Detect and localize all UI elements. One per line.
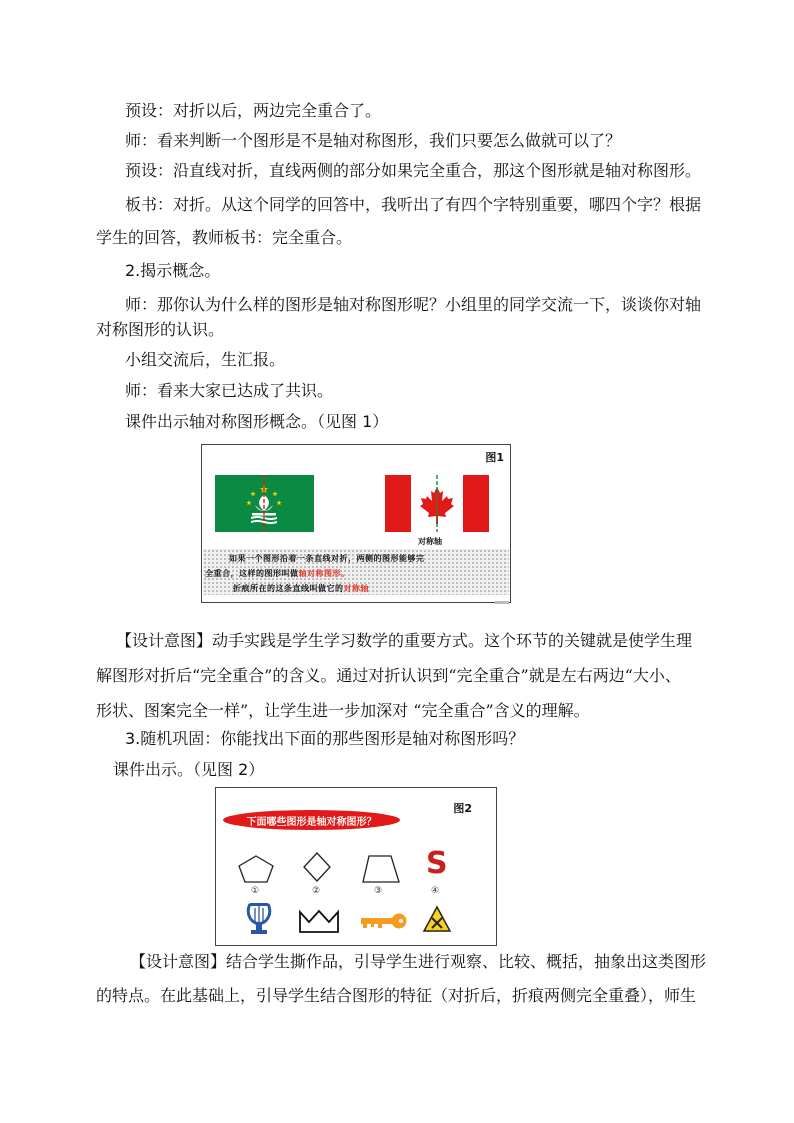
shape-number-2: ② — [312, 886, 321, 896]
definition-line-2 — [205, 568, 350, 579]
shape-number-4: ④ — [431, 886, 440, 896]
paragraph-teacher-3: 师：看来大家已达成了共识。 — [125, 381, 334, 400]
pentagon-icon — [237, 854, 275, 884]
symmetry-axis-label: 对称轴 — [418, 537, 442, 546]
paragraph-board-1: 板书：对折。从这个同学的回答中，我听出了有四个字特别重要，哪四个字？根据 — [125, 195, 702, 214]
design-intent-2b: 的特点。在此基础上，引导学生结合图形的特征（对折后，折痕两侧完全重叠），师生 — [96, 986, 697, 1005]
figure-2-label: 图2 — [453, 802, 472, 815]
paragraph-group-report: 小组交流后，生汇报。 — [125, 350, 286, 369]
macau-flag-icon — [215, 475, 314, 532]
section-heading-2: 2.揭示概念。 — [125, 261, 221, 280]
figure-1-label: 图1 — [485, 451, 504, 464]
question-banner-text: 下面哪些图形是轴对称图形？ — [246, 817, 377, 828]
design-intent-2a: 【设计意图】结合学生撕作品，引导学生进行观察、比较、概括，抽象出这类图形 — [130, 952, 707, 971]
paragraph-courseware-2: 课件出示。（见图 2） — [113, 760, 265, 779]
trapezoid-icon — [361, 854, 401, 884]
design-intent-1a: 【设计意图】动手实践是学生学习数学的重要方式。这个环节的关键就是使学生理 — [116, 631, 693, 650]
shape-number-3: ③ — [374, 886, 383, 896]
definition-line-3 — [233, 583, 369, 594]
section-heading-3: 3.随机巩固：你能找出下面的那些图形是轴对称图形吗？ — [125, 729, 525, 748]
definition-box — [203, 549, 509, 595]
paragraph-preset-2: 预设：沿直线对折，直线两侧的部分如果完全重合，那这个图形就是轴对称图形。 — [125, 161, 702, 180]
question-banner — [223, 810, 400, 830]
axisymmetric-figure-term: 轴对称图形。 — [298, 569, 350, 578]
definition-line-2-text: 全重合，这样的图形叫做 — [205, 569, 299, 578]
design-intent-1b: 解图形对折后“完全重合”的含义。通过对折认识到“完全重合”就是左右两边“大小、 — [96, 666, 681, 685]
definition-line-3-text: 折痕所在的这条直线叫做它的 — [233, 584, 344, 593]
macau-flag — [215, 475, 314, 532]
paragraph-courseware-1: 课件出示轴对称图形概念。（见图 1） — [125, 412, 389, 431]
diamond-icon — [302, 851, 332, 883]
design-intent-1c: 形状、图案完全一样”，让学生进一步加深对 “完全重合”含义的理解。 — [96, 701, 590, 720]
paragraph-preset-1: 预设：对折以后，两边完全重合了。 — [125, 101, 382, 120]
watermark-mark — [495, 601, 509, 604]
paragraph-teacher-1: 师：看来判断一个图形是不是轴对称图形，我们只要怎么做就可以了？ — [125, 131, 622, 150]
paragraph-teacher-2a: 师：那你认为什么样的图形是轴对称图形呢？小组里的同学交流一下，谈谈你对轴 — [125, 295, 702, 314]
canada-flag-icon — [385, 475, 489, 532]
figure-1 — [201, 444, 511, 603]
canada-flag — [385, 475, 489, 532]
paragraph-board-2: 学生的回答，教师板书：完全重合。 — [96, 228, 353, 247]
key-icon — [357, 912, 409, 930]
crown-icon — [298, 908, 340, 934]
lyre-icon — [245, 900, 273, 936]
definition-line-1: 如果一个图形沿着一条直线对折，两侧的图形能够完 — [229, 554, 425, 563]
paragraph-teacher-2b: 对称图形的认识。 — [96, 320, 225, 339]
figure-2 — [215, 787, 497, 946]
letter-s-icon: S — [426, 846, 448, 881]
symmetry-axis-term: 对称轴 — [343, 584, 369, 593]
shape-number-1: ① — [251, 886, 260, 896]
warning-sign-icon — [422, 905, 452, 933]
